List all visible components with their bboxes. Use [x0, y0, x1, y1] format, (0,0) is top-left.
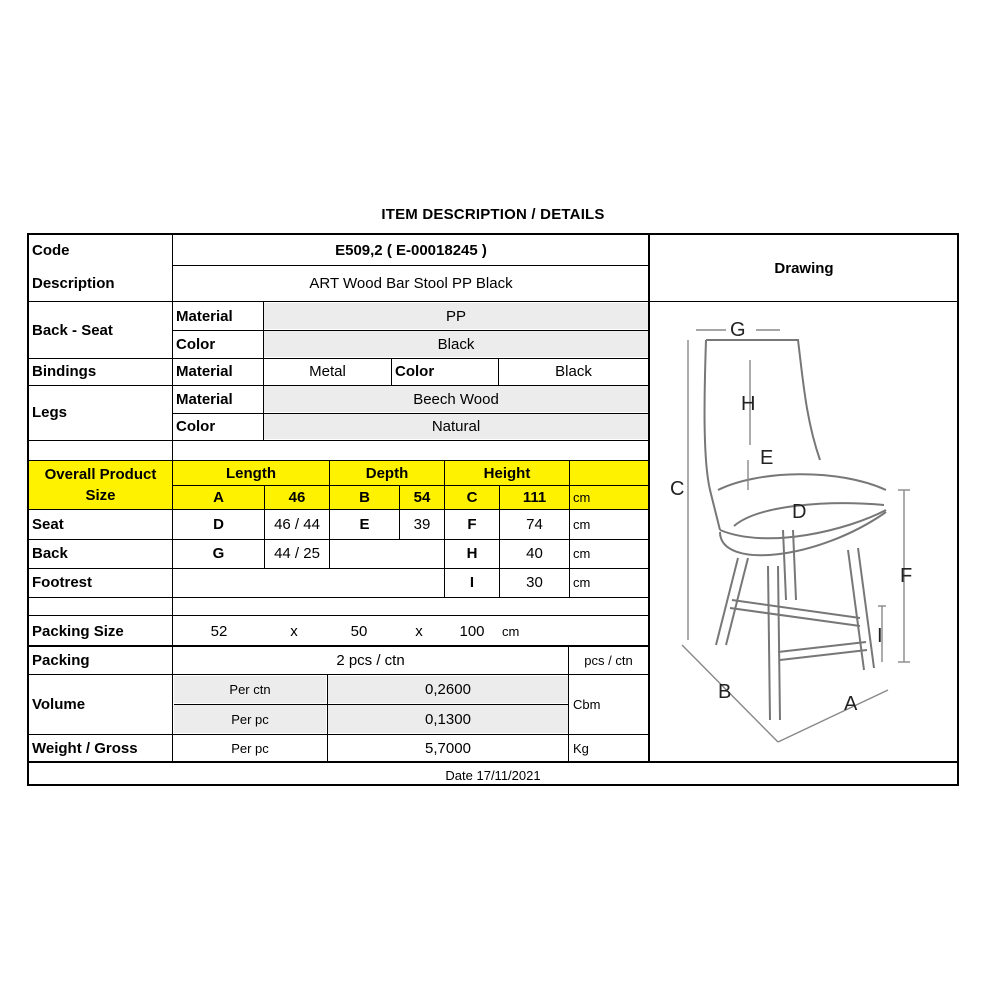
volume-label: Volume [32, 696, 86, 713]
dim-label-h: H [741, 393, 756, 415]
dim-h-letter: H [466, 545, 478, 562]
sheet-title: ITEM DESCRIPTION / DETAILS [381, 206, 605, 223]
footer-date: Date 17/11/2021 [445, 767, 541, 783]
dim-i-letter: I [469, 574, 475, 591]
volume-per-pc-label: Per pc [174, 705, 326, 733]
weight-unit: Kg [573, 740, 589, 756]
length-header: Length [173, 461, 329, 485]
dim-b-value: 54 [400, 486, 444, 509]
packing-length: 52 [210, 622, 228, 640]
legs-color: Natural [264, 414, 648, 439]
volume-per-ctn-label: Per ctn [174, 676, 326, 703]
dim-label-e: E [760, 447, 774, 469]
back-seat-color: Black [264, 331, 648, 357]
dimension-labels [670, 319, 912, 715]
dim-label-b: B [718, 681, 732, 703]
height-header: Height [445, 461, 569, 485]
seat-unit: cm [573, 517, 591, 532]
dim-i-value: 30 [526, 574, 543, 591]
volume-per-ctn: 0,2600 [328, 676, 568, 703]
dim-b-letter: B [330, 486, 399, 509]
footrest-label: Footrest [32, 574, 92, 591]
packing-height: 100 [459, 622, 485, 640]
bindings-material: Metal [309, 363, 346, 380]
back-seat-color-label: Color [176, 335, 216, 353]
legs-material-label: Material [176, 390, 233, 408]
packing-x2: x [415, 622, 423, 640]
packing-unit: pcs / ctn [584, 653, 633, 668]
dim-f-letter: F [467, 516, 477, 533]
stool-outline [705, 340, 886, 720]
dim-h-value: 40 [526, 545, 543, 562]
overall-size-label [29, 461, 172, 509]
packing-size-unit: cm [502, 623, 520, 639]
back-unit: cm [573, 546, 591, 561]
dim-label-c: C [670, 478, 685, 500]
legs-label: Legs [32, 404, 68, 421]
packing-value: 2 pcs / ctn [336, 652, 405, 669]
dim-g-value: 44 / 25 [274, 545, 320, 562]
dim-label-f: F [900, 565, 913, 587]
overall-size-label-line2: Size [85, 487, 116, 504]
dim-d-value: 46 / 44 [274, 516, 320, 533]
bindings-material-label: Material [176, 363, 233, 380]
weight-per-pc-label: Per pc [231, 740, 269, 756]
packing-x1: x [290, 622, 298, 640]
dim-a-value: 46 [265, 486, 329, 509]
dim-d-letter: D [213, 516, 224, 533]
back-seat-material-label: Material [176, 307, 233, 325]
weight-label: Weight / Gross [32, 739, 138, 757]
seat-label: Seat [32, 516, 64, 533]
dim-c-value: 111 [500, 486, 569, 509]
drawing-label: Drawing [774, 259, 834, 277]
weight-value: 5,7000 [425, 739, 471, 757]
overall-size-unit: cm [570, 486, 648, 509]
dim-a-letter: A [173, 486, 264, 509]
packing-width: 50 [350, 622, 368, 640]
footrest-unit: cm [573, 575, 591, 590]
dim-g-letter: G [212, 545, 225, 562]
bindings-color-label: Color [395, 363, 435, 380]
dim-f-value: 74 [526, 516, 543, 533]
dim-label-d: D [792, 501, 807, 523]
height-header-blank [570, 461, 648, 485]
bindings-label: Bindings [32, 363, 97, 380]
stool-drawing [648, 300, 958, 764]
legs-material: Beech Wood [264, 386, 648, 412]
overall-size-label-line1: Overall Product [44, 466, 157, 483]
packing-label: Packing [32, 652, 90, 669]
dim-label-a: A [844, 693, 858, 715]
description-value: ART Wood Bar Stool PP Black [309, 274, 513, 292]
packing-size-label: Packing Size [32, 622, 124, 640]
description-label: Description [32, 274, 115, 292]
dim-e-letter: E [359, 516, 370, 533]
code-label: Code [32, 241, 70, 259]
dim-label-g: G [730, 319, 746, 341]
dim-c-letter: C [445, 486, 499, 509]
depth-header: Depth [330, 461, 444, 485]
bindings-color: Black [555, 363, 592, 380]
back-label: Back [32, 545, 68, 562]
legs-color-label: Color [176, 418, 216, 435]
volume-unit: Cbm [573, 697, 601, 712]
back-seat-label: Back - Seat [32, 321, 113, 339]
dim-label-i: I [877, 625, 883, 647]
dim-e-value: 39 [413, 516, 431, 533]
volume-per-pc: 0,1300 [328, 705, 568, 733]
code-value: E509,2 ( E-00018245 ) [335, 241, 487, 259]
back-seat-material: PP [264, 303, 648, 329]
